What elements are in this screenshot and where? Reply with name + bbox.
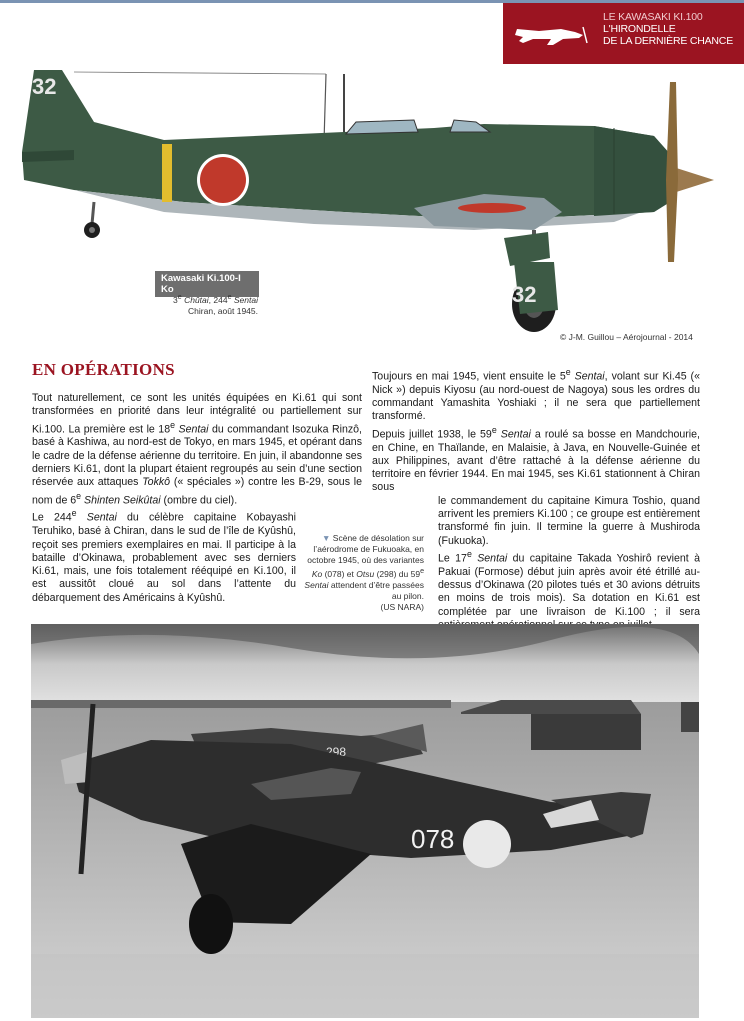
banner-line-1: LE KAWASAKI KI.100	[603, 11, 703, 23]
gear-door-number: 32	[512, 282, 537, 307]
aircraft-silhouette-icon	[509, 9, 597, 59]
right-paragraph-2-wrap: le commandement du capitaine Kimura Toshio, quand arrivent les premiers Ki.100 ; ce groupe est entièrement transformé fin juin. Il termine la guerre à Mushiroda (Fukuoka).	[438, 494, 700, 547]
right-paragraph-2: Depuis juillet 1938, le 59e Sentai a roulé sa bosse en Mandchourie, en Chine, en Thaïlande, en Malaisie, à Java, en Nouvelle-Guinée et aux Philippines, avant d’être rattaché à la défense aérienne du territoire en février 1944. En mai 1945, ses Ki.61 stationnent à Chiran sous	[372, 424, 700, 494]
propeller	[666, 82, 678, 262]
photo-caption: ▼ Scène de désolation sur l’aérodrome de Fukuoaka, en octobre 1945, où des variantes Ko (078) et Otsu (298) du 59e Sentai attendent d’être passées au pilon. (US NARA)	[304, 533, 424, 612]
section-title: EN OPÉRATIONS	[32, 360, 175, 379]
marking-298: 298	[326, 745, 347, 759]
tail-number: 32	[32, 74, 57, 99]
photo-scene	[31, 624, 699, 1018]
right-paragraph-1: Toujours en mai 1945, vient ensuite le 5e Sentai, volant sur Ki.45 (« Nick ») depuis Kiyosu (au nord-ouest de Nagoya) sous les ordres du commandant Yamashita Yoshiaki ; il ne sera que partiellement transformé.	[372, 367, 700, 423]
profile-plate-label: Kawasaki Ki.100-I Ko	[155, 271, 259, 297]
photo-hinomaru	[463, 820, 511, 868]
hinomaru	[200, 157, 246, 203]
photo-source: (US NARA)	[380, 601, 424, 612]
caption-triangle-icon: ▼	[322, 533, 331, 543]
banner-line-2: L'HIRONDELLE	[603, 23, 676, 35]
right-paragraph-3: Le 17e Sentai du capitaine Takada Yoshirô revient à Pakuai (Formose) début juin après avoir été étrillé au-dessus d’Okinawa (20 pilotes tués et 30 avions détruits en moins de trois mois). Sa dotation en Ki.61 est complétée par une livraison de Ki.100 ; il sera	[438, 548, 700, 618]
left-paragraph-1: Tout naturellement, ce sont les unités équipées en Ki.61 qui sont transformées en priorité dans leur intégralité ou partiellement sur Ki.100. La première est le 18e Sentai du commandant Isozuka Rinzô, basé à Kashiwa, au nord-est de Tokyo, en mars 1945, et opérant dans le cadre de la défense aérienne du territoire. En juin, il abandonne ses derniers Ki.61, dont la plupart étaient regroupés au sein d’une section réservée aux attaques Tokkô (« spéciales ») contre les B-29, sous le nom de 6e Shinten Seikûtai (ombre du ciel).	[32, 392, 362, 507]
left-paragraph-2: Le 244e Sentai du célèbre capitaine Kobayashi Teruhiko, basé à Chiran, dans le sud de l’île de Kyûshû, reçoit ses premiers exemplaires en mai. Il participe à la bataille d’Okinawa, probablement avec ses derniers Ki.61, mais, une fois totalement rééquipé en Ki.100, il est aussitôt cloué au sol dans l’attente du débarquement des Américains à Kyûshû.	[32, 508, 296, 604]
aircraft-profile-illustration	[14, 62, 730, 352]
banner-title	[603, 11, 741, 47]
illustration-credit: © J-M. Guillou – Aérojournal - 2014	[560, 332, 693, 342]
yellow-band	[162, 144, 172, 202]
marking-078: 078	[411, 824, 455, 854]
section-banner	[503, 3, 744, 64]
banner-line-3: DE LA DERNIÈRE CHANCE	[603, 35, 733, 47]
profile-caption: 3e Chûtai, 244e Sentai Chiran, août 1945.	[173, 293, 258, 316]
airfield-photo	[31, 624, 699, 1018]
